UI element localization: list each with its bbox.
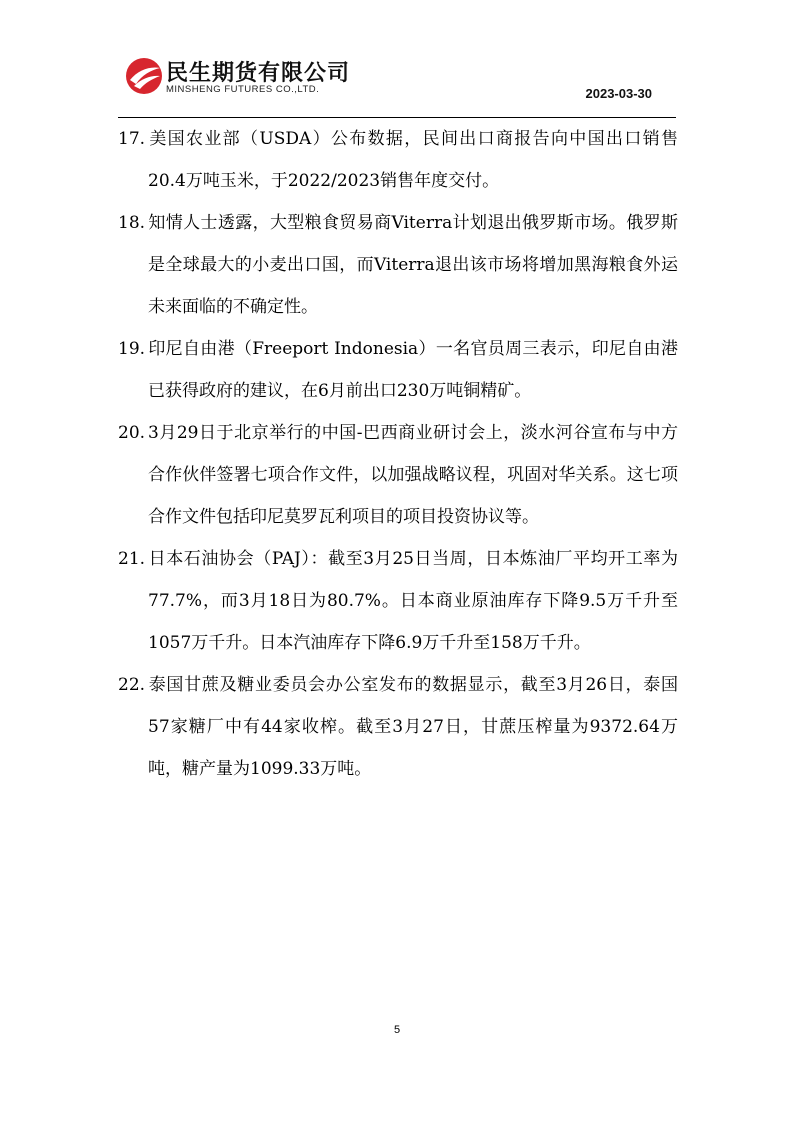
news-item-20 <box>118 412 678 538</box>
item-text: 美国农业部（USDA）公布数据，民间出口商报告向中国出口销售20.4万吨玉米，于2022/2023销售年度交付。 <box>148 129 678 191</box>
item-text: 印尼自由港（Freeport Indonesia）一名官员周三表示，印尼自由港已获得政府的建议，在6月前出口230万吨铜精矿。 <box>148 339 678 401</box>
company-name-cn: 民生期货有限公司 <box>166 61 351 86</box>
item-number: 18. <box>118 213 146 233</box>
news-item-17 <box>118 118 678 202</box>
report-date: 2023-03-30 <box>585 86 652 101</box>
news-item-18 <box>118 202 678 328</box>
news-item-21 <box>118 538 678 664</box>
page-number: 5 <box>393 1024 401 1036</box>
news-item-19 <box>118 328 678 412</box>
item-text: 3月29日于北京举行的中国-巴西商业研讨会上，淡水河谷宣布与中方合作伙伴签署七项合作文件，以加强战略议程，巩固对华关系。这七项合作文件包括印尼莫罗瓦利项目的项目投资协议等。 <box>148 423 678 527</box>
item-text: 泰国甘蔗及糖业委员会办公室发布的数据显示，截至3月26日，泰国57家糖厂中有44家收榨。截至3月27日，甘蔗压榨量为9372.64万吨，糖产量为1099.33万吨。 <box>148 675 678 779</box>
company-name-en: MINSHENG FUTURES CO.,LTD. <box>166 84 320 95</box>
item-text: 知情人士透露，大型粮食贸易商Viterra计划退出俄罗斯市场。俄罗斯是全球最大的小麦出口国，而Viterra退出该市场将增加黑海粮食外运未来面临的不确定性。 <box>148 213 678 317</box>
item-number: 21. <box>118 549 146 569</box>
item-number: 22. <box>118 675 146 695</box>
news-list <box>118 118 678 790</box>
item-text: 日本石油协会（PAJ）：截至3月25日当周，日本炼油厂平均开工率为77.7%，而3月18日为80.7%。日本商业原油库存下降9.5万千升至1057万千升。日本汽油库存下降6.9万千升至158万千升。 <box>148 549 678 653</box>
news-item-22 <box>118 664 678 790</box>
item-number: 19. <box>118 339 146 359</box>
item-number: 20. <box>118 423 146 443</box>
minsheng-logo-icon <box>124 56 164 96</box>
page-header <box>118 52 676 118</box>
item-number: 17. <box>118 129 146 149</box>
